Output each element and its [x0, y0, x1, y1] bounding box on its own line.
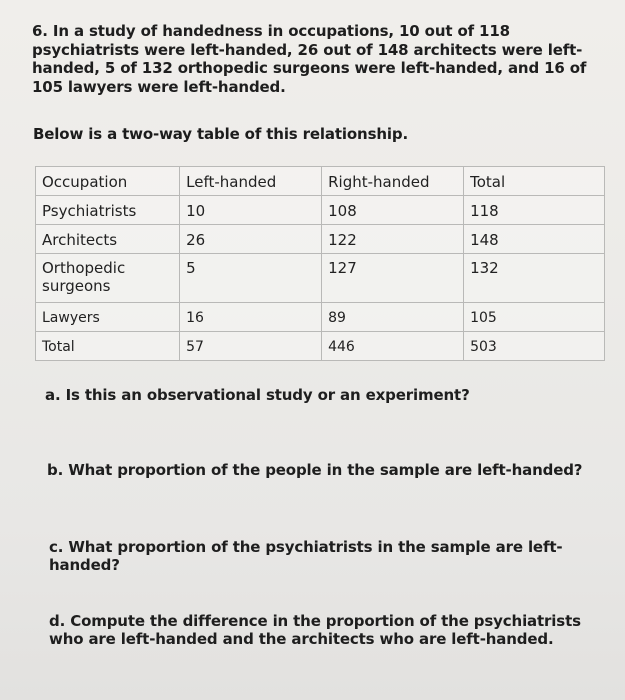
table-row-architects: [36, 225, 605, 254]
table-cell: 57: [180, 332, 322, 361]
header-total: Total: [464, 167, 605, 196]
table-cell: 105: [464, 303, 605, 332]
two-way-table: [35, 166, 605, 361]
table-row-psychiatrists: [36, 196, 605, 225]
header-left-handed: Left-handed: [180, 167, 322, 196]
table-cell: 5: [180, 254, 322, 303]
table-header-row: [36, 167, 605, 196]
header-occupation: Occupation: [36, 167, 180, 196]
table-cell: 446: [322, 332, 464, 361]
table-cell: 148: [464, 225, 605, 254]
question-a: a. Is this an observational study or an experiment?: [45, 386, 470, 404]
table-cell: 503: [464, 332, 605, 361]
table-cell: Architects: [36, 225, 180, 254]
table-cell: Total: [36, 332, 180, 361]
table-cell: 10: [180, 196, 322, 225]
table-cell: 16: [180, 303, 322, 332]
table-row-lawyers: [36, 303, 605, 332]
table-row-orthopedic-surgeons: [36, 254, 605, 303]
question-c: c. What proportion of the psychiatrists in the sample are left-handed?: [49, 538, 563, 574]
table-cell: Orthopedic surgeons: [36, 254, 180, 303]
table-cell: 89: [322, 303, 464, 332]
table-cell: 108: [322, 196, 464, 225]
table-cell: 132: [464, 254, 605, 303]
table-cell: 26: [180, 225, 322, 254]
table-row-total: [36, 332, 605, 361]
table-cell: 118: [464, 196, 605, 225]
table-cell: 122: [322, 225, 464, 254]
table-cell: Psychiatrists: [36, 196, 180, 225]
question-d: d. Compute the difference in the proportion of the psychiatrists who are left-handed and the architects who are left-handed.: [49, 612, 581, 648]
table-cell: Lawyers: [36, 303, 180, 332]
question-b: b. What proportion of the people in the sample are left-handed?: [47, 461, 583, 479]
problem-intro: 6. In a study of handedness in occupations, 10 out of 118 psychiatrists were left-handed, 26 out of 148 architects were left-handed, 5 of 132 orthopedic surgeons were left-handed, and 16 of 105 lawyers were left-handed.: [32, 22, 587, 96]
table-cell: 127: [322, 254, 464, 303]
table-caption: Below is a two-way table of this relationship.: [33, 125, 409, 143]
header-right-handed: Right-handed: [322, 167, 464, 196]
